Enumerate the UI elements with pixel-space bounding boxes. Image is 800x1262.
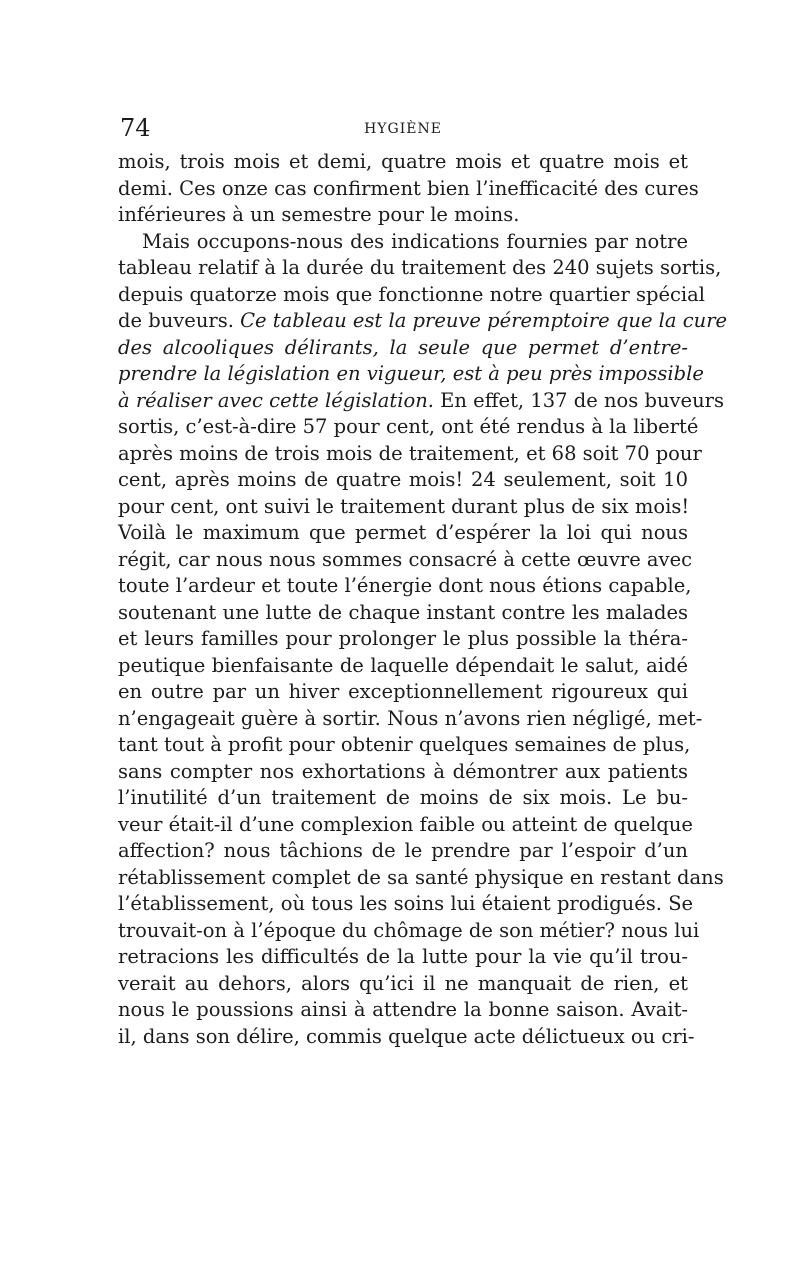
text-line: sans compter nos exhortations à démontrer aux patients	[118, 759, 688, 783]
text-line: pour cent, ont suivi le traitement durant plus de six mois!	[118, 494, 690, 518]
mixed-line	[118, 308, 728, 335]
text-line: et leurs familles pour prolonger le plus possible la théra-	[118, 627, 688, 650]
text-line: Mais occupons-nous des indications fournies par notre	[142, 229, 688, 253]
page-number: 74	[120, 114, 151, 142]
body-text	[118, 149, 728, 1050]
text-line: régit, car nous nous sommes consacré à cette œuvre avec	[118, 547, 693, 571]
text-line: sortis, c’est-à-dire 57 pour cent, ont été rendus à la liberté	[118, 415, 699, 438]
text-line: cent, après moins de quatre mois! 24 seulement, soit 10	[118, 468, 688, 491]
text-line: prendre la législation en vigueur, est à peu près impossible	[118, 362, 704, 385]
italic-run: Ce tableau est la preuve péremptoire que la cure	[240, 309, 728, 332]
text-line: demi. Ces onze cas confirment bien l’inefficacité des cures	[118, 176, 699, 200]
text-line: toute l’ardeur et toute l’énergie dont nous étions capable,	[118, 574, 692, 597]
text-line: retracions les difficultés de la lutte pour la vie qu’il trou-	[118, 945, 688, 968]
text-line: trouvait-on à l’époque du chômage de son métier? nous lui	[118, 918, 700, 942]
text-line: en outre par un hiver exceptionnellement rigoureux qui	[118, 680, 688, 703]
text-line: nous le poussions ainsi à attendre la bonne saison. Avait-	[118, 998, 688, 1021]
text-line: rétablissement complet de sa santé physique en restant dans	[118, 865, 724, 889]
text-line	[118, 308, 728, 335]
text-line: tableau relatif à la durée du traitement des 240 sujets sortis,	[118, 256, 722, 279]
text-line: depuis quatorze mois que fonctionne notre quartier spécial	[118, 282, 706, 306]
text-line: verait au dehors, alors qu’ici il ne manquait de rien, et	[118, 971, 688, 995]
text-line	[118, 388, 724, 415]
text-line: il, dans son délire, commis quelque acte délictueux ou cri-	[118, 1024, 695, 1048]
text-line: des alcooliques délirants, la seule que permet d’entre-	[118, 335, 688, 359]
text-line: veur était-il d’une complexion faible ou atteint de quelque	[118, 812, 693, 836]
roman-run: En effet, 137 de nos buveurs	[433, 388, 724, 412]
text-line: l’établissement, où tous les soins lui étaient prodigués. Se	[118, 892, 694, 915]
running-head: HYGIÈNE	[364, 121, 442, 137]
text-line: affection? nous tâchions de le prendre par l’espoir d’un	[118, 839, 688, 862]
text-line: n’engageait guère à sortir. Nous n’avons rien négligé, met-	[118, 706, 703, 730]
text-line: inférieures à un semestre pour le moins.	[118, 203, 520, 226]
text-line: peutique bienfaisante de laquelle dépendait le salut, aidé	[118, 653, 688, 677]
mixed-line	[118, 388, 724, 415]
text-line: soutenant une lutte de chaque instant contre les malades	[118, 600, 688, 624]
text-line: après moins de trois mois de traitement, et 68 soit 70 pour	[118, 441, 702, 465]
text-line: Voilà le maximum que permet d’espérer la loi qui nous	[118, 521, 688, 544]
roman-run: de buveurs.	[118, 309, 241, 332]
text-line: tant tout à profit pour obtenir quelques semaines de plus,	[118, 733, 691, 756]
page-header	[120, 114, 686, 144]
italic-run: à réaliser avec cette législation.	[118, 388, 434, 412]
text-line: l’inutilité d’un traitement de moins de six mois. Le bu-	[118, 786, 688, 809]
text-line: mois, trois mois et demi, quatre mois et quatre mois et	[118, 150, 688, 173]
